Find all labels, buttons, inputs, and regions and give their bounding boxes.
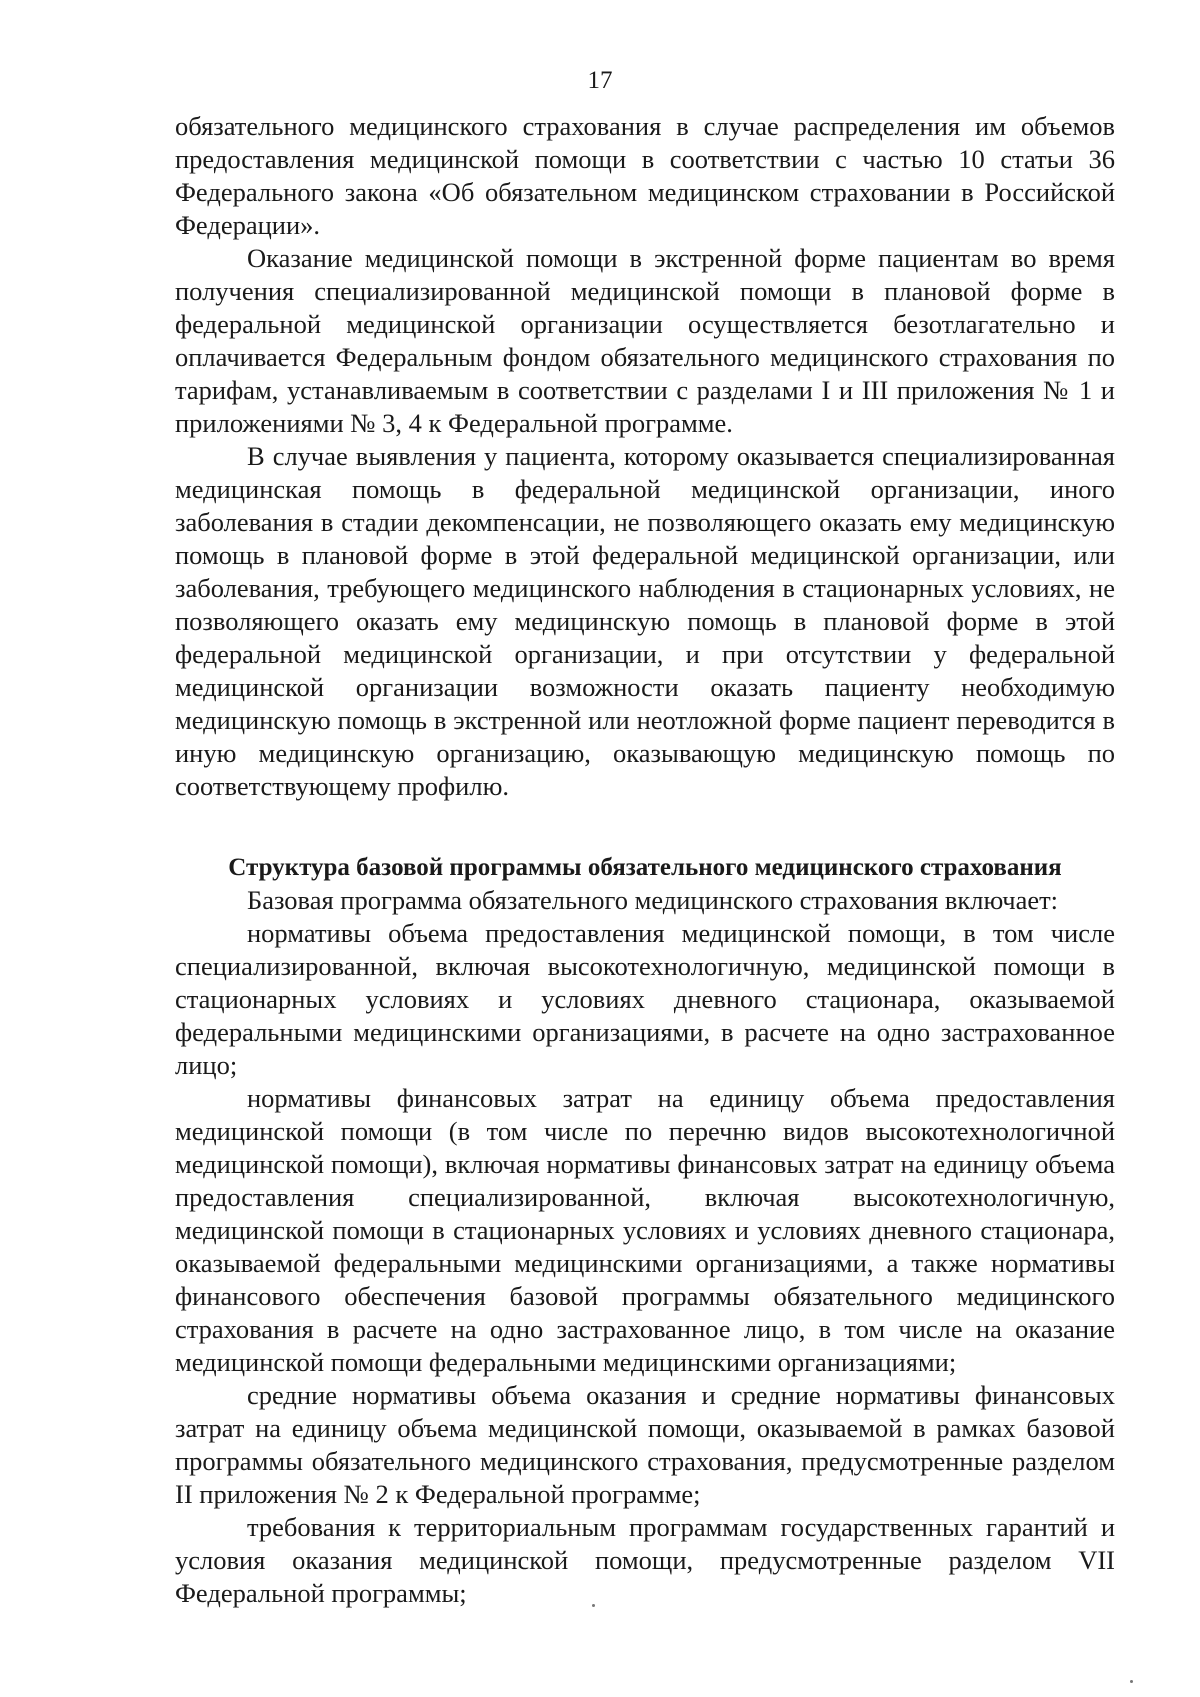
document-body	[175, 110, 1115, 1610]
list-item-territorial-requirements: требования к территориальным программам государственных гарантий и условия оказания медицинской помощи, предусмотренные разделом VII Федеральной программы;	[175, 1512, 1115, 1608]
page-number: 17	[587, 67, 613, 94]
section-intro: Базовая программа обязательного медицинского страхования включает:	[247, 885, 1059, 915]
list-item-financial-norms: нормативы финансовых затрат на единицу объема предоставления медицинской помощи (в том числе по перечню видов высокотехнологичной медицинской помощи), включая нормативы финансовых затрат на единицу объема предоставления специализированной, включая высокотехнологичную, медицинской помощи в стационарных условиях и условиях дневного стационара, оказываемой федеральными медицинскими организациями, а также нормативы финансового обеспечения базовой программы обязательного медицинского страхования в расчете на одно застрахованное лицо, в том числе на оказание медицинской помощи федеральными медицинскими организациями;	[175, 1083, 1115, 1377]
scan-speck	[1130, 1680, 1133, 1683]
section-heading: Структура базовой программы обязательного медицинского страхования	[228, 854, 1062, 881]
list-item-average-norms: средние нормативы объема оказания и средние нормативы финансовых затрат на единицу объема медицинской помощи, оказываемой в рамках базовой программы обязательного медицинского страхования, предусмотренные разделом II приложения № 2 к Федеральной программе;	[175, 1380, 1115, 1509]
paragraph-continuation: обязательного медицинского страхования в случае распределения им объемов предоставления медицинской помощи в соответствии с частью 10 статьи 36 Федерального закона «Об обязательном медицинском страховании в Российской Федерации».	[175, 111, 1115, 240]
paragraph-emergency-care: Оказание медицинской помощи в экстренной форме пациентам во время получения специализированной медицинской помощи в плановой форме в федеральной медицинской организации осуществляется безотлагательно и оплачивается Федеральным фондом обязательного медицинского страхования по тарифам, устанавливаемым в соответствии с разделами I и III приложения № 1 и приложениями № 3, 4 к Федеральной программе.	[175, 243, 1115, 438]
scan-speck	[592, 1604, 595, 1607]
paragraph-patient-transfer: В случае выявления у пациента, которому оказывается специализированная медицинская помощь в федеральной медицинской организации, иного заболевания в стадии декомпенсации, не позволяющего оказать ему медицинскую помощь в плановой форме в этой федеральной медицинской организации, или заболевания, требующего медицинского наблюдения в стационарных условиях, не позволяющего оказать ему медицинскую помощь в плановой форме в этой федеральной медицинской организации, и при отсутствии у федеральной медицинской организации возможности оказать пациенту необходимую медицинскую помощь в экстренной или неотложной форме пациент переводится в иную медицинскую организацию, оказывающую медицинскую помощь по соответствующему профилю.	[175, 441, 1115, 801]
list-item-volume-norms: нормативы объема предоставления медицинской помощи, в том числе специализированной, включая высокотехнологичную, медицинской помощи в стационарных условиях и условиях дневного стационара, оказываемой федеральными медицинскими организациями, в расчете на одно застрахованное лицо;	[175, 918, 1115, 1080]
